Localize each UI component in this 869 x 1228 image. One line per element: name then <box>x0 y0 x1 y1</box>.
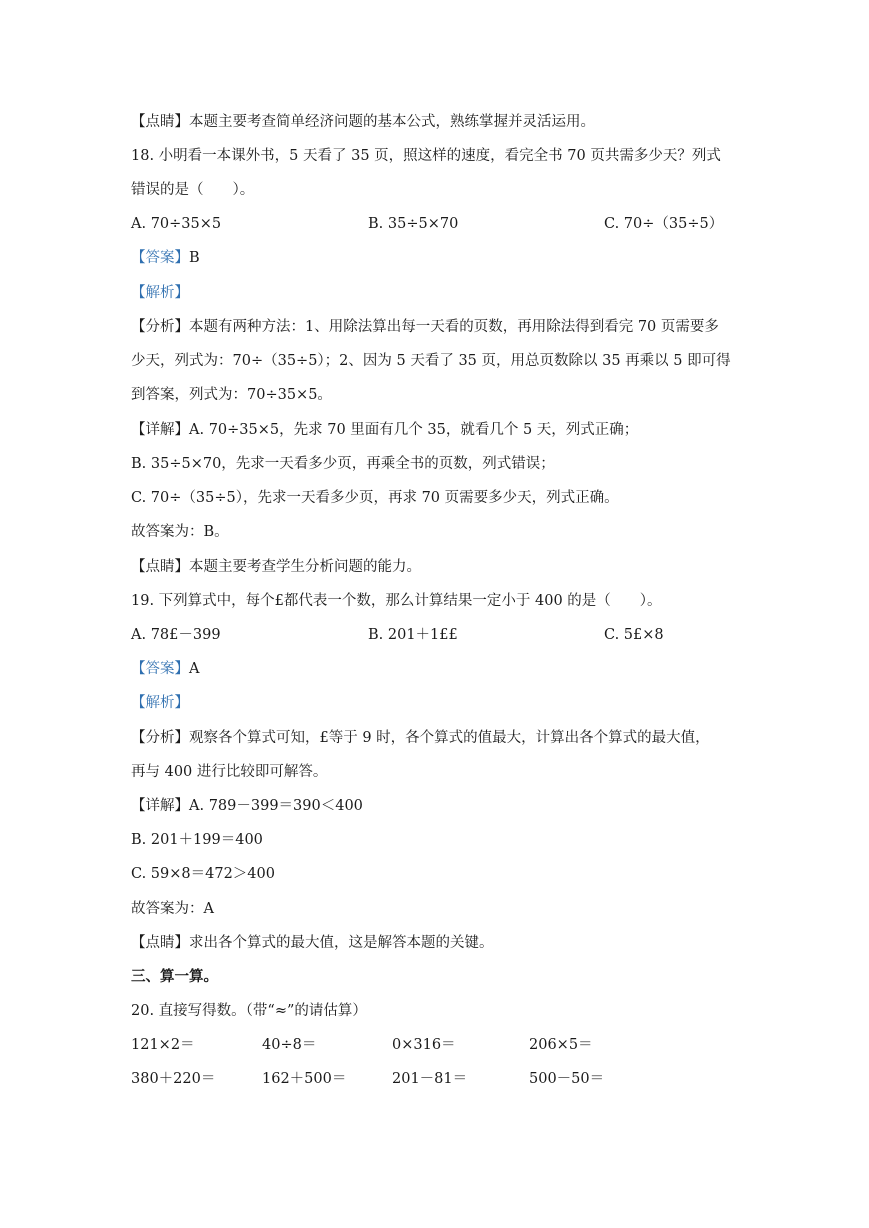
q18-stem-line1: 18. 小明看一本课外书，5 天看了 35 页，照这样的速度，看完全书 70 页共需多少天？列式 <box>131 148 721 164</box>
q19-option-b: B. 201＋1££ <box>368 627 458 643</box>
q17-dianjing: 【点睛】本题主要考查简单经济问题的基本公式，熟练掌握并灵活运用。 <box>131 114 595 130</box>
q20-item: 40÷8＝ <box>262 1037 317 1053</box>
q19-answer-value: A <box>189 661 200 677</box>
q18-answer-value: B <box>189 250 200 266</box>
q19-fenxi-line1: 【分析】观察各个算式可知，£等于 9 时，各个算式的值最大，计算出各个算式的最大值， <box>131 730 710 746</box>
q18-fenxi-line1: 【分析】本题有两种方法：1、用除法算出每一天看的页数，再用除法得到看完 70 页需要多 <box>131 319 719 335</box>
q20-item: 500－50＝ <box>529 1071 605 1087</box>
q20-item: 162＋500＝ <box>262 1071 347 1087</box>
q18-conclusion: 故答案为：B。 <box>131 524 229 540</box>
q18-answer-row <box>131 248 200 268</box>
q18-fenxi-line2: 少天，列式为：70÷（35÷5）；2、因为 5 天看了 35 页，用总页数除以 35 再乘以 5 即可得 <box>131 353 731 369</box>
q19-jiexi-tag: 【解析】 <box>131 695 189 711</box>
q18-xiangjie-line3: C. 70÷（35÷5），先求一天看多少页，再求 70 页需要多少天，列式正确。 <box>131 490 619 506</box>
q19-xiangjie-line2: B. 201＋199＝400 <box>131 832 263 848</box>
section-3-title: 三、算一算。 <box>131 968 218 985</box>
q20-stem: 20. 直接写得数。（带“≈”的请估算） <box>131 1003 367 1019</box>
q18-dianjing: 【点睛】本题主要考查学生分析问题的能力。 <box>131 559 421 575</box>
q18-option-a: A. 70÷35×5 <box>131 216 222 232</box>
q20-item: 201－81＝ <box>392 1071 468 1087</box>
q19-fenxi-line2: 再与 400 进行比较即可解答。 <box>131 764 328 780</box>
q19-option-c: C. 5£×8 <box>604 627 664 643</box>
q18-jiexi-tag: 【解析】 <box>131 285 189 301</box>
q18-answer-tag: 【答案】 <box>131 250 189 266</box>
q18-xiangjie-line2: B. 35÷5×70，先求一天看多少页，再乘全书的页数，列式错误； <box>131 456 555 472</box>
q20-item: 0×316＝ <box>392 1037 456 1053</box>
q18-fenxi-line3: 到答案，列式为：70÷35×5。 <box>131 387 332 403</box>
q19-stem: 19. 下列算式中，每个£都代表一个数，那么计算结果一定小于 400 的是（ ）。 <box>131 593 662 609</box>
q20-item: 380＋220＝ <box>131 1071 216 1087</box>
q18-stem-line2: 错误的是（ ）。 <box>131 182 255 198</box>
q19-xiangjie-line1: 【详解】A. 789－399＝390＜400 <box>131 798 363 814</box>
q18-xiangjie-line1: 【详解】A. 70÷35×5，先求 70 里面有几个 35，就看几个 5 天，列式正确； <box>131 422 639 438</box>
q19-conclusion: 故答案为：A <box>131 901 214 917</box>
q19-option-a: A. 78£－399 <box>131 627 221 643</box>
q18-option-b: B. 35÷5×70 <box>368 216 459 232</box>
q20-item: 206×5＝ <box>529 1037 593 1053</box>
q19-dianjing: 【点睛】求出各个算式的最大值，这是解答本题的关键。 <box>131 935 494 951</box>
q19-xiangjie-line3: C. 59×8＝472＞400 <box>131 866 275 882</box>
q18-option-c: C. 70÷（35÷5） <box>604 216 724 232</box>
q19-answer-row <box>131 659 199 679</box>
q19-answer-tag: 【答案】 <box>131 661 189 677</box>
q20-item: 121×2＝ <box>131 1037 195 1053</box>
